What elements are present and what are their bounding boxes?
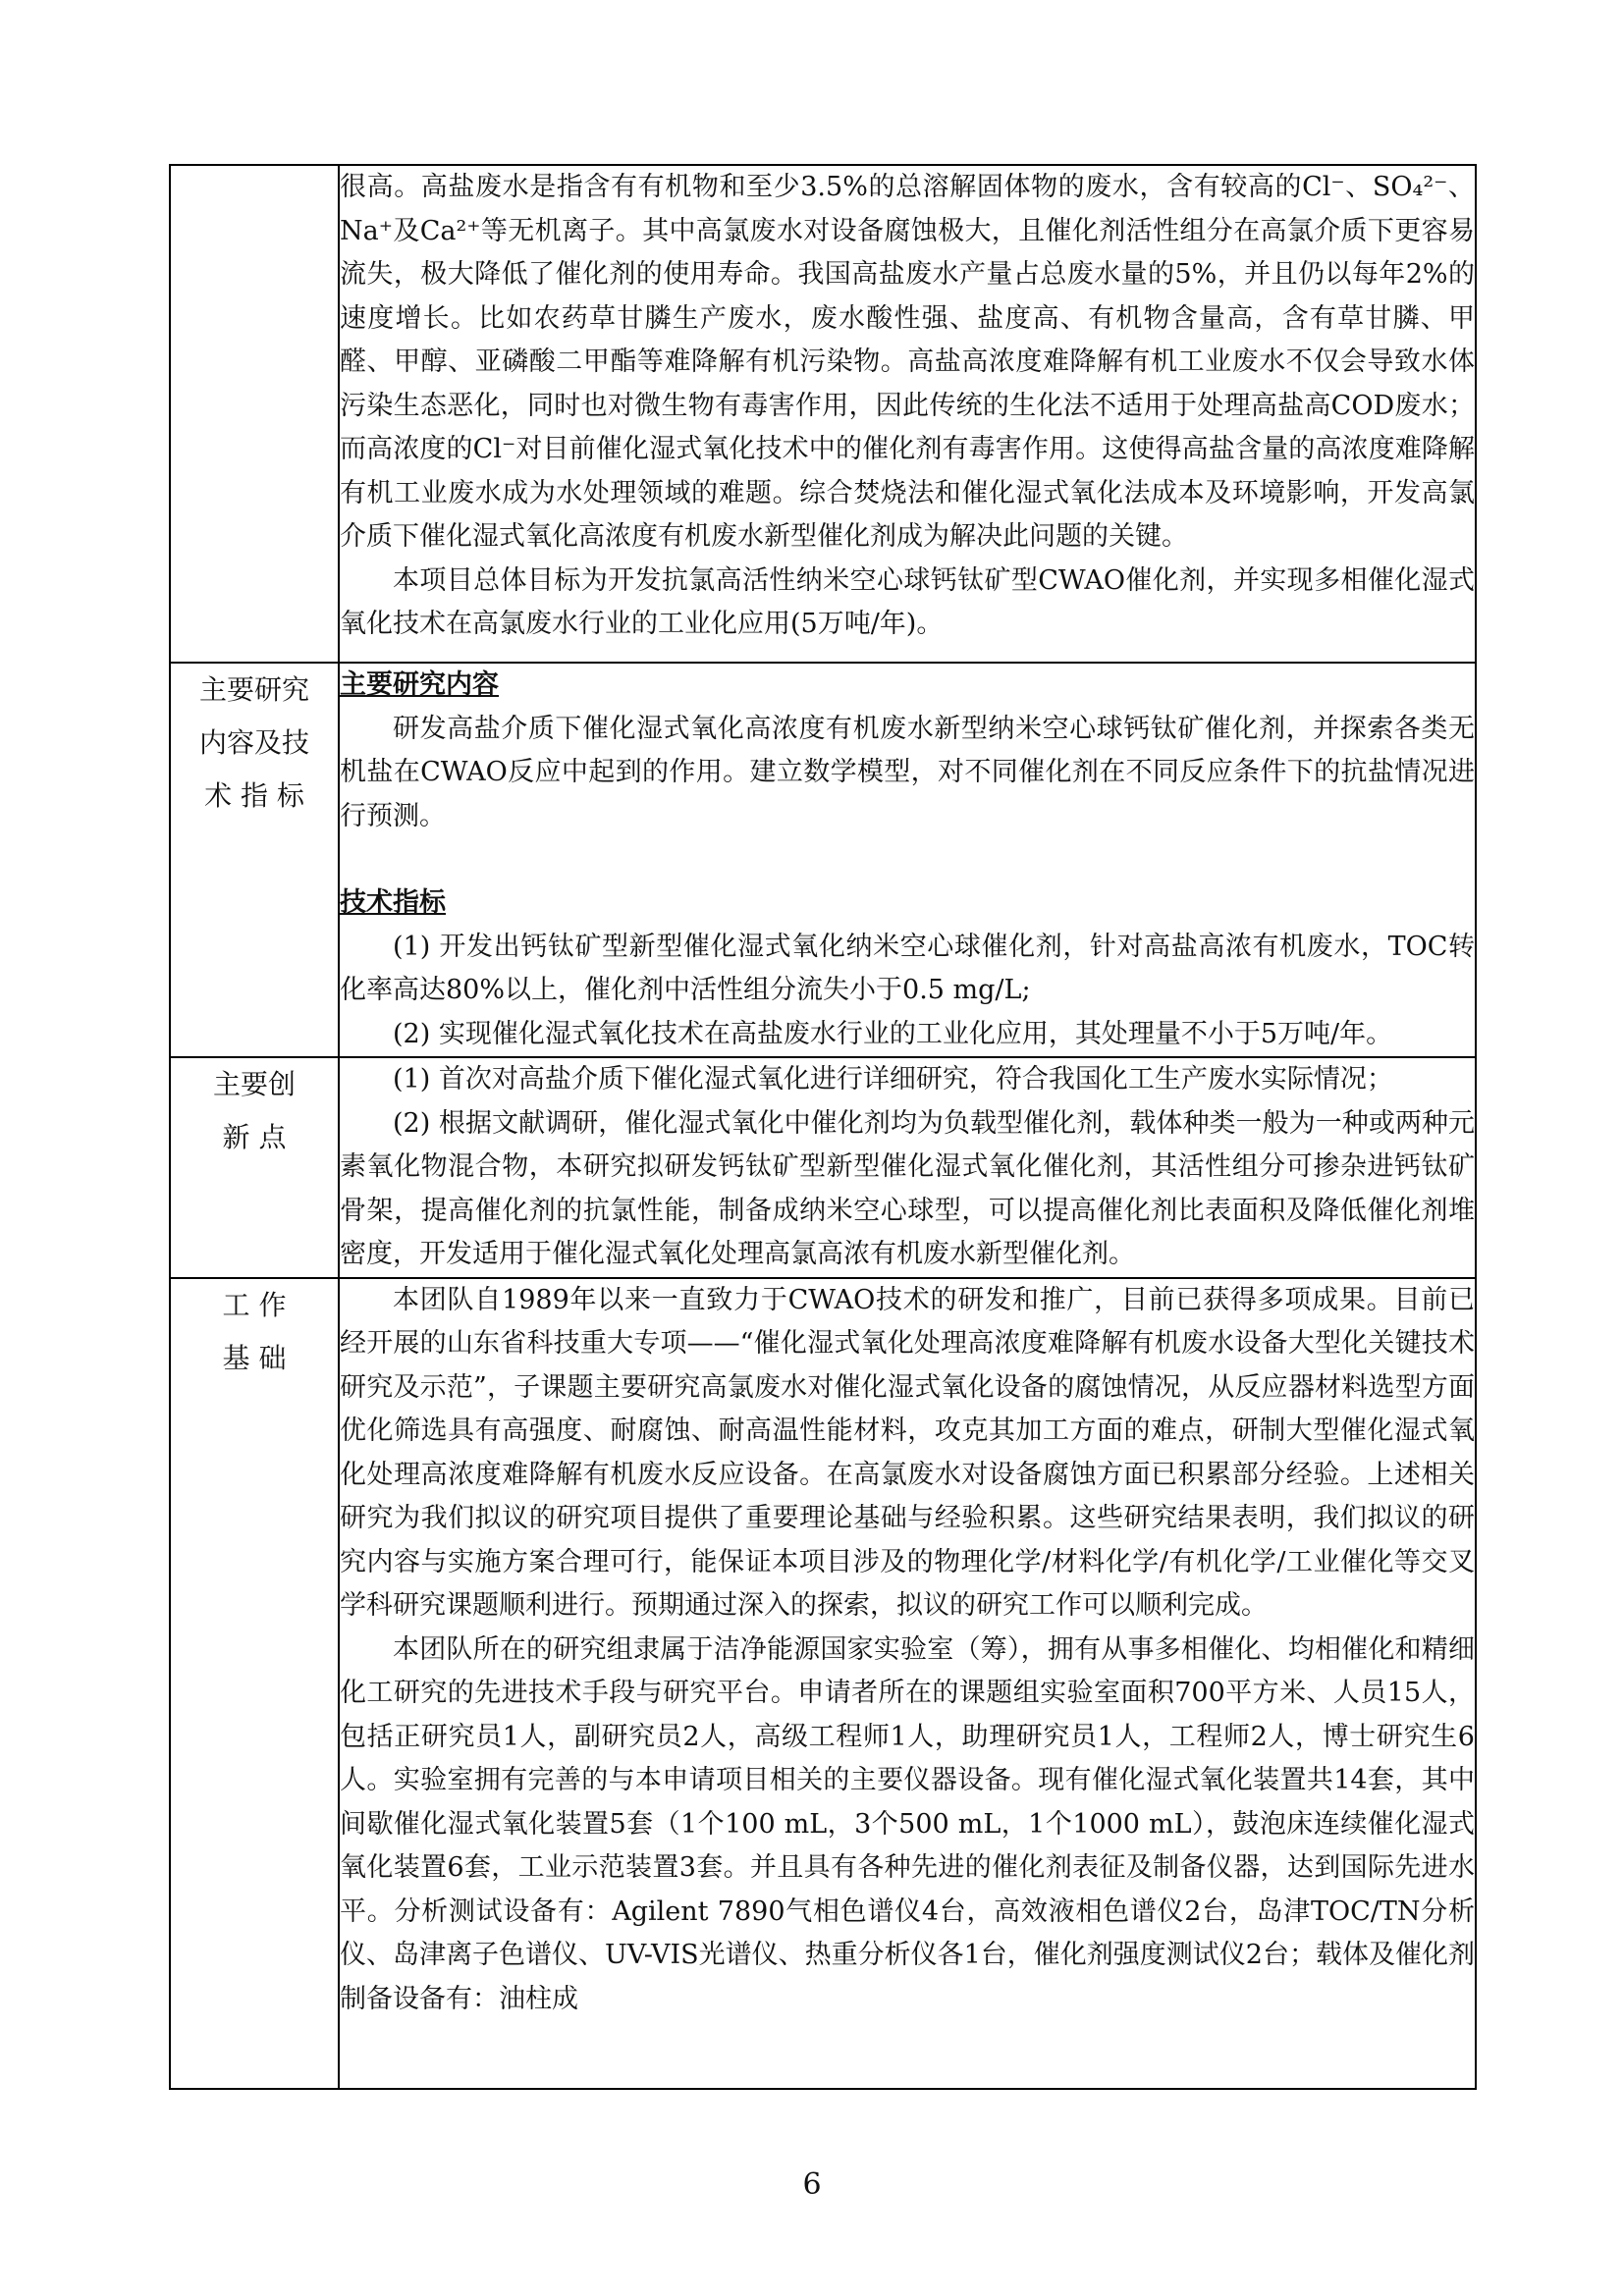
foundation-row (170, 1278, 1476, 2090)
application-form-table (169, 164, 1477, 2090)
innovation-item: (2) 根据文献调研，催化湿式氧化中催化剂均为负载型催化剂，载体种类一般为一种或两种元素氧化物混合物，本研究拟研发钙钛矿型新型催化湿式氧化催化剂，其活性组分可掺杂进钙钛矿骨架，提高催化剂的抗氯性能，制备成纳米空心球型，可以提高催化剂比表面积及降低催化剂堆密度，开发适用于催化湿式氧化处理高氯高浓有机废水新型催化剂。 (340, 1107, 1475, 1269)
innovation-label-line: 主要创 (212, 1068, 296, 1100)
indicator-item: (1) 开发出钙钛矿型新型催化湿式氧化纳米空心球催化剂，针对高盐高浓有机废水，TOC转化率高达80%以上，催化剂中活性组分流失小于0.5 mg/L; (340, 931, 1475, 1005)
research-content-heading: 主要研究内容 (340, 669, 499, 700)
background-paragraph: 很高。高盐废水是指含有有机物和至少3.5%的总溶解固体物的废水，含有较高的Cl⁻、SO₄²⁻、Na⁺及Ca²⁺等无机离子。其中高氯废水对设备腐蚀极大，且催化剂活性组分在高氯介质下更容易流失，极大降低了催化剂的使用寿命。我国高盐废水产量占总废水量的5%，并且仍以每年2%的速度增长。比如农药草甘膦生产废水，废水酸性强、盐度高、有机物含量高，含有草甘膦、甲醛、甲醇、亚磷酸二甲酯等难降解有机污染物。高盐高浓度难降解有机工业废水不仅会导致水体污染生态恶化，同时也对微生物有毒害作用，因此传统的生化法不适用于处理高盐高COD废水；而高浓度的Cl⁻对目前催化湿式氧化技术中的催化剂有毒害作用。这使得高盐含量的高浓度难降解有机工业废水成为水处理领域的难题。综合焚烧法和催化湿式氧化法成本及环境影响，开发高氯介质下催化湿式氧化高浓度有机废水新型催化剂成为解决此问题的关键。 (340, 172, 1475, 552)
research-label-cell (170, 663, 339, 1057)
background-content-cell (339, 165, 1476, 663)
foundation-paragraph: 本团队所在的研究组隶属于洁净能源国家实验室（筹），拥有从事多相催化、均相催化和精细化工研究的先进技术手段与研究平台。申请者所在的课题组实验室面积700平方米、人员15人，包括正研究员1人，副研究员2人，高级工程师1人，助理研究员1人，工程师2人，博士研究生6人。实验室拥有完善的与本申请项目相关的主要仪器设备。现有催化湿式氧化装置共14套，其中间歇催化湿式氧化装置5套（1个100 mL，3个500 mL，1个1000 mL），鼓泡床连续催化湿式氧化装置6套，工业示范装置3套。并且具有各种先进的催化剂表征及制备仪器，达到国际先进水平。分析测试设备有：Agilent 7890气相色谱仪4台，高效液相色谱仪2台，岛津TOC/TN分析仪、岛津离子色谱仪、UV-VIS光谱仪、热重分析仪各1台，催化剂强度测试仪2台；载体及催化剂制备设备有：油柱成 (340, 1633, 1475, 2014)
foundation-label-cell (170, 1278, 339, 2090)
innovation-item: (1) 首次对高盐介质下催化湿式氧化进行详细研究，符合我国化工生产废水实际情况； (393, 1064, 1393, 1095)
innovation-label-cell (170, 1057, 339, 1278)
innovation-row (170, 1057, 1476, 1278)
research-label-line: 术 指 标 (204, 779, 304, 812)
indicator-item: (2) 实现催化湿式氧化技术在高盐废水行业的工业化应用，其处理量不小于5万吨/年。 (393, 1018, 1393, 1049)
background-paragraph: 本项目总体目标为开发抗氯高活性纳米空心球钙钛矿型CWAO催化剂，并实现多相催化湿式氧化技术在高氯废水行业的工业化应用(5万吨/年)。 (340, 564, 1475, 639)
research-label-line: 内容及技 (198, 726, 309, 759)
background-label-cell (170, 165, 339, 663)
technical-indicators-heading: 技术指标 (340, 887, 446, 918)
foundation-label-line: 工 作 (222, 1288, 287, 1321)
research-content-text: 研发高盐介质下催化湿式氧化高浓度有机废水新型纳米空心球钙钛矿催化剂，并探索各类无机盐在CWAO反应中起到的作用。建立数学模型，对不同催化剂在不同反应条件下的抗盐情况进行预测。 (340, 713, 1475, 831)
foundation-paragraph: 本团队自1989年以来一直致力于CWAO技术的研发和推广，目前已获得多项成果。目前已经开展的山东省科技重大专项——“催化湿式氧化处理高浓度难降解有机废水设备大型化关键技术研究及示范”，子课题主要研究高氯废水对催化湿式氧化设备的腐蚀情况，从反应器材料选型方面优化筛选具有高强度、耐腐蚀、耐高温性能材料，攻克其加工方面的难点，研制大型催化湿式氧化处理高浓度难降解有机废水反应设备。在高氯废水对设备腐蚀方面已积累部分经验。上述相关研究为我们拟议的研究项目提供了重要理论基础与经验积累。这些研究结果表明，我们拟议的研究内容与实施方案合理可行，能保证本项目涉及的物理化学/材料化学/有机化学/工业催化等交叉学科研究课题顺利进行。预期通过深入的探索，拟议的研究工作可以顺利完成。 (340, 1284, 1475, 1621)
research-label-line: 主要研究 (198, 673, 309, 706)
research-row (170, 663, 1476, 1057)
innovation-content-cell (339, 1057, 1476, 1278)
research-content-cell (339, 663, 1476, 1057)
page-number: 6 (802, 2167, 822, 2202)
innovation-label-line: 新 点 (222, 1121, 287, 1153)
foundation-content-cell (339, 1278, 1476, 2090)
background-row (170, 165, 1476, 663)
foundation-label-line: 基 础 (222, 1341, 287, 1374)
